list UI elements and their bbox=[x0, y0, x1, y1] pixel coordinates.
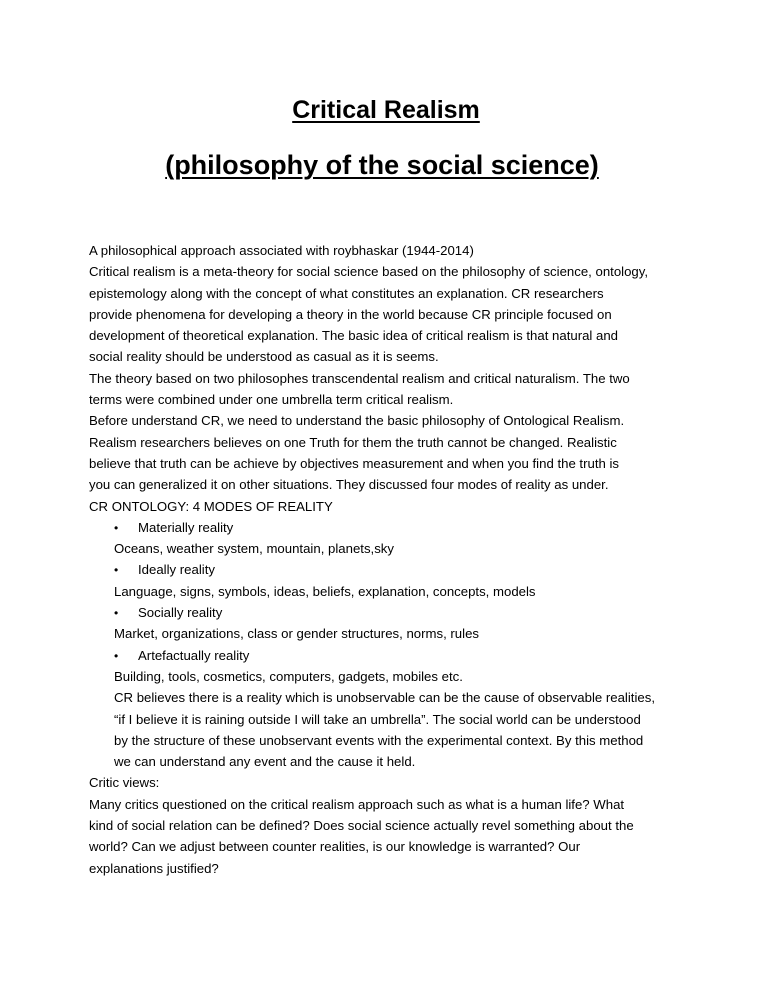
mode-bullet-item bbox=[89, 559, 689, 580]
section-heading: CR ONTOLOGY: 4 MODES OF REALITY bbox=[89, 498, 333, 514]
paragraph-line: kind of social relation can be defined? Does social science actually revel something about the bbox=[89, 818, 634, 834]
mode-name: Socially reality bbox=[138, 605, 223, 621]
paragraph-line: Critical realism is a meta-theory for social science based on the philosophy of science, ontology, bbox=[89, 264, 649, 280]
mode-examples: Building, tools, cosmetics, computers, gadgets, mobiles etc. bbox=[114, 668, 463, 684]
paragraph-line: you can generalized it on other situations. They discussed four modes of reality as under. bbox=[89, 477, 609, 493]
paragraph-line: by the structure of these unobservant events with the experimental context. By this method bbox=[114, 732, 644, 748]
paragraph-line: terms were combined under one umbrella term critical realism. bbox=[89, 392, 454, 408]
paragraph-line: epistemology along with the concept of what constitutes an explanation. CR researchers bbox=[89, 285, 604, 301]
mode-bullet-item bbox=[89, 645, 689, 666]
paragraph-line: CR believes there is a reality which is unobservable can be the cause of observable realities, bbox=[114, 690, 655, 706]
paragraph-line: social reality should be understood as casual as it is seems. bbox=[89, 349, 439, 365]
paragraph-line: Before understand CR, we need to understand the basic philosophy of Ontological Realism. bbox=[89, 413, 625, 429]
paragraph-line: “if I believe it is raining outside I will take an umbrella”. The social world can be understood bbox=[114, 711, 641, 727]
paragraph-line: A philosophical approach associated with roybhaskar (1944-2014) bbox=[89, 243, 474, 258]
mode-examples: Language, signs, symbols, ideas, beliefs, explanation, concepts, models bbox=[114, 583, 536, 599]
paragraph-line: provide phenomena for developing a theory in the world because CR principle focused on bbox=[89, 306, 612, 322]
mode-name: Artefactually reality bbox=[138, 647, 250, 663]
mode-bullet-item bbox=[89, 602, 689, 623]
page-title: Critical Realism bbox=[292, 96, 480, 124]
mode-bullet-item bbox=[89, 517, 689, 538]
page-subtitle: (philosophy of the social science) bbox=[165, 150, 599, 180]
paragraph-line: world? Can we adjust between counter realities, is our knowledge is warranted? Our bbox=[89, 839, 581, 855]
bullet-icon: • bbox=[114, 606, 119, 621]
bullet-icon: • bbox=[114, 563, 119, 578]
document-body bbox=[89, 240, 689, 879]
paragraph-line: explanations justified? bbox=[89, 860, 219, 876]
mode-name: Materially reality bbox=[138, 519, 234, 535]
paragraph-line: development of theoretical explanation. The basic idea of critical realism is that natural and bbox=[89, 328, 619, 344]
mode-examples: Market, organizations, class or gender structures, norms, rules bbox=[114, 626, 480, 642]
bullet-icon: • bbox=[114, 648, 119, 663]
mode-examples: Oceans, weather system, mountain, planets,sky bbox=[114, 541, 394, 557]
paragraph-line: Many critics questioned on the critical realism approach such as what is a human life? What bbox=[89, 796, 625, 812]
section-heading: Critic views: bbox=[89, 775, 160, 791]
paragraph-line: believe that truth can be achieve by objectives measurement and when you find the truth is bbox=[89, 455, 620, 471]
bullet-icon: • bbox=[114, 520, 119, 535]
paragraph-line: Realism researchers believes on one Truth for them the truth cannot be changed. Realistic bbox=[89, 434, 617, 450]
paragraph-line: we can understand any event and the cause it held. bbox=[114, 754, 416, 770]
paragraph-line: The theory based on two philosophes transcendental realism and critical naturalism. The two bbox=[89, 370, 630, 386]
mode-name: Ideally reality bbox=[138, 562, 215, 578]
